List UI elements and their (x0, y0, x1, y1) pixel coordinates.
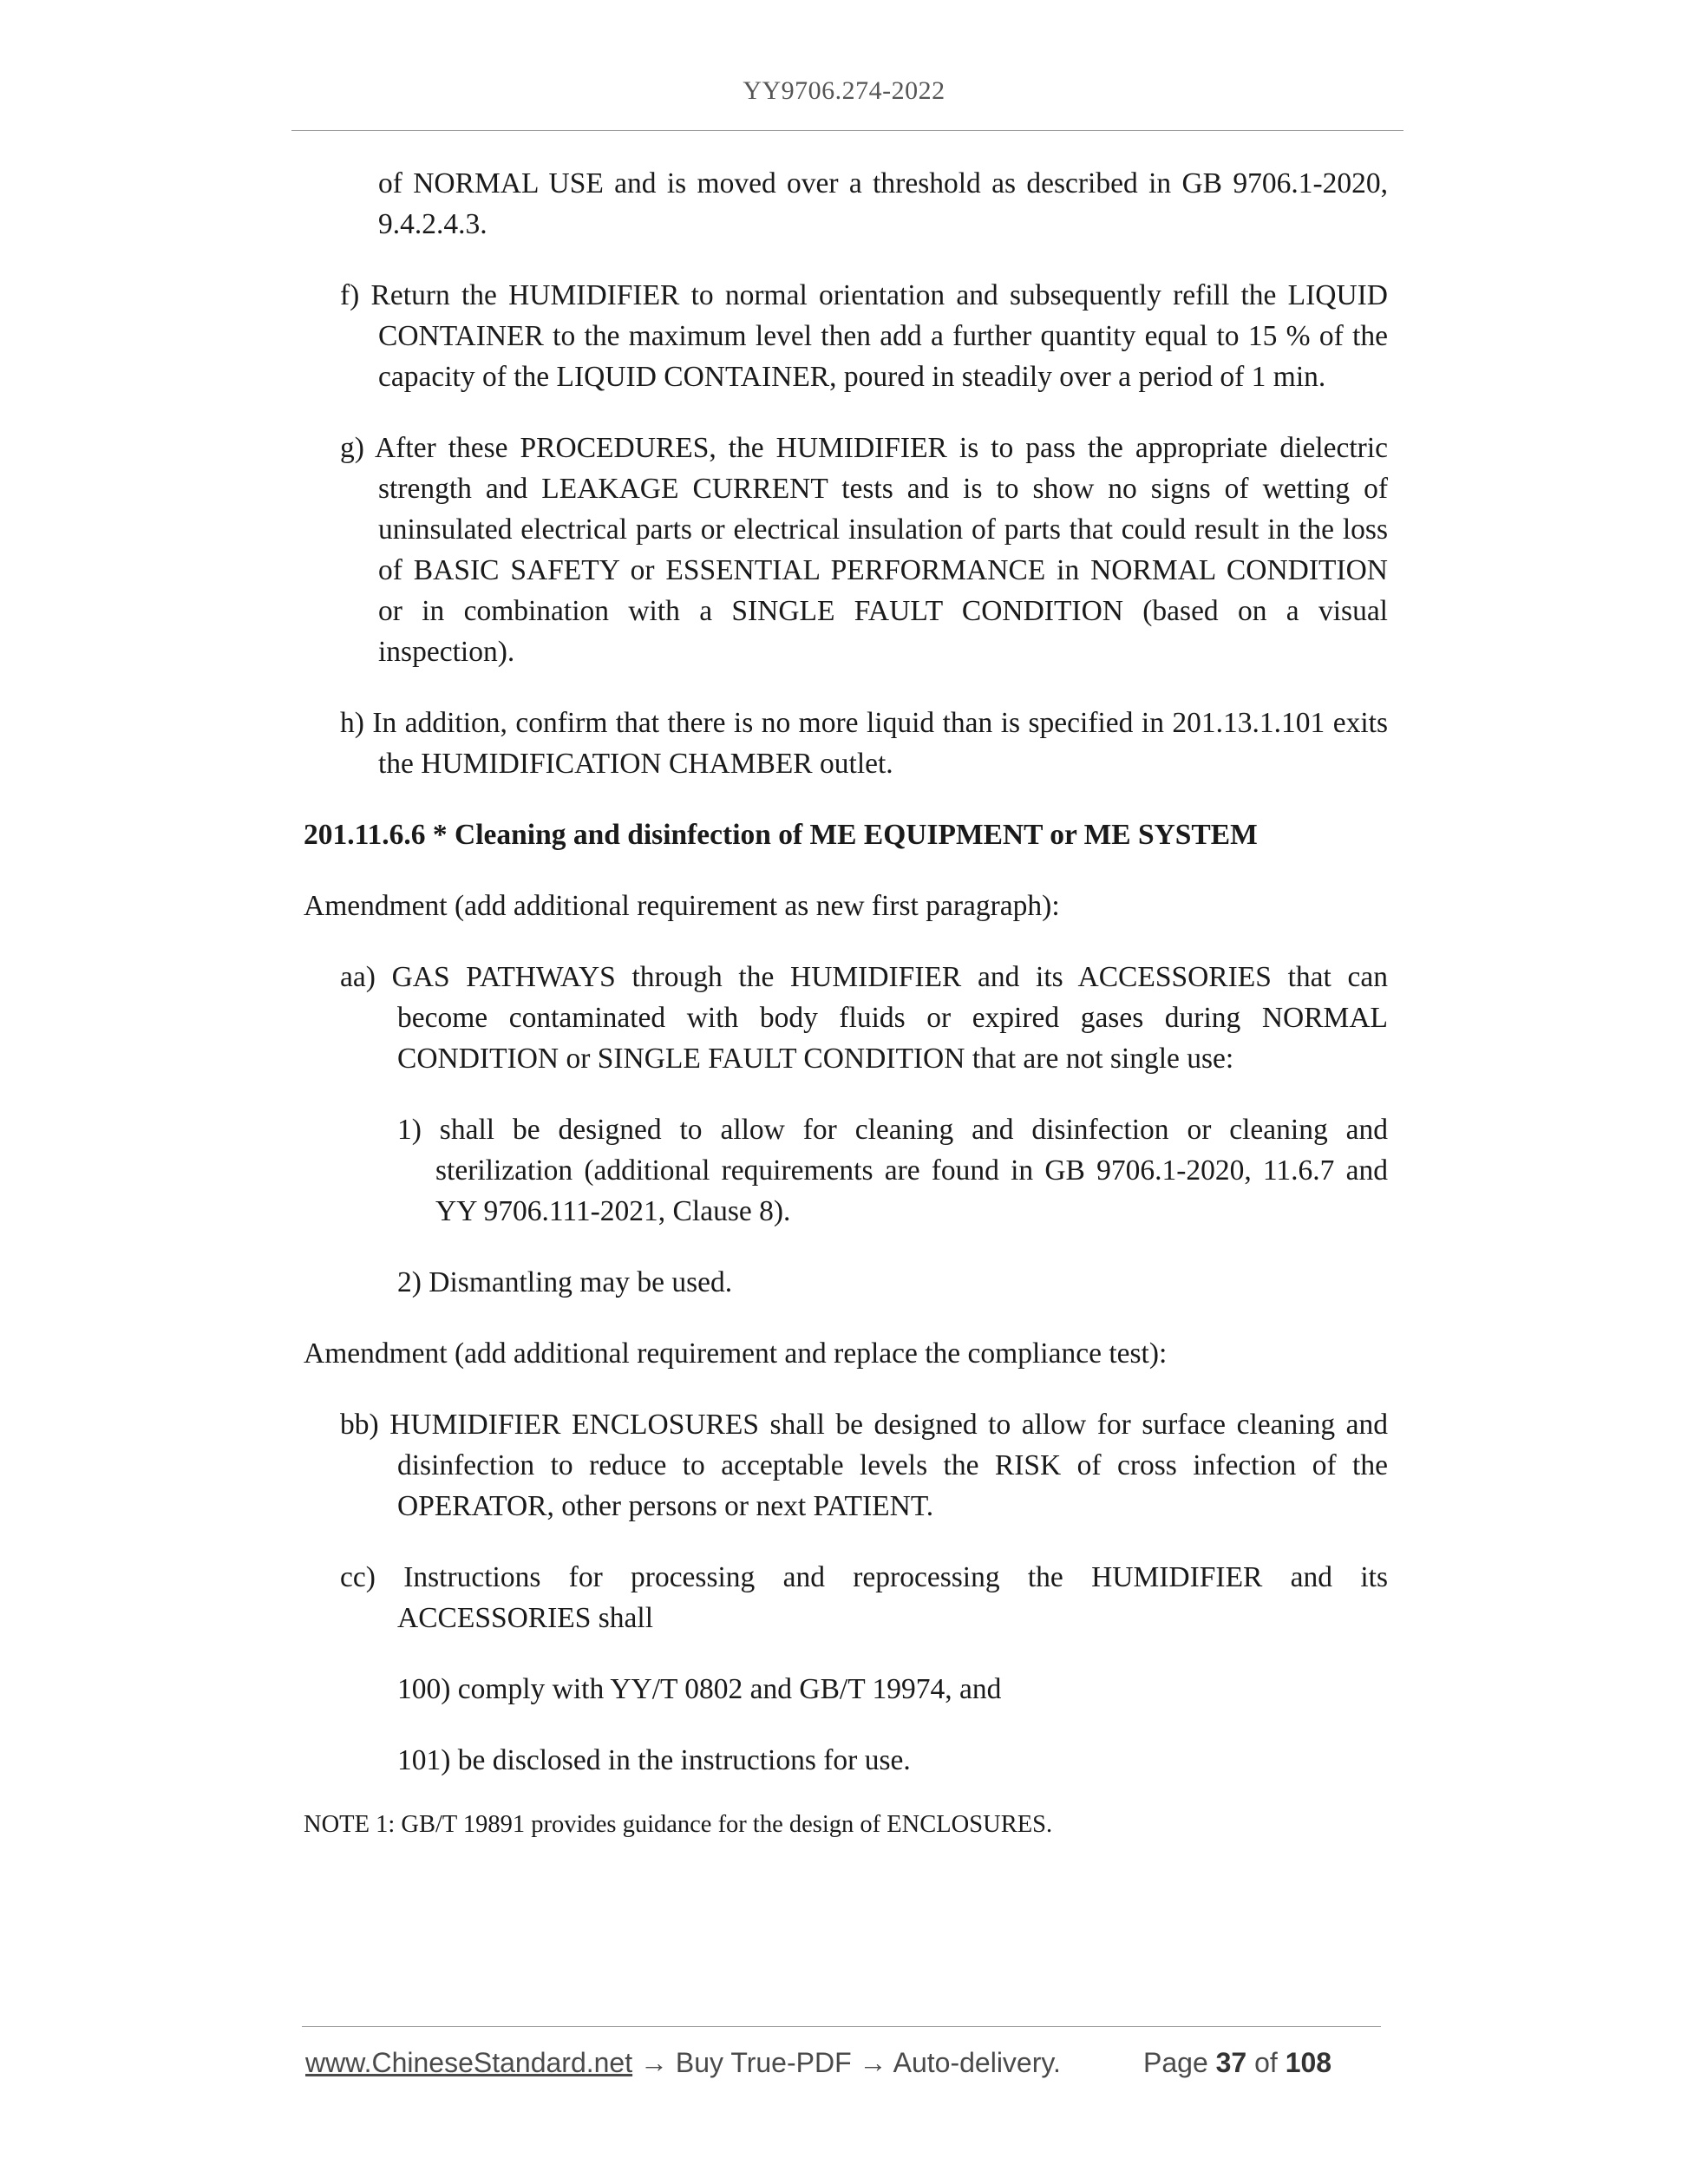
note-1: NOTE 1: GB/T 19891 provides guidance for the design of ENCLOSURES. (304, 1811, 1053, 1838)
header-divider (291, 130, 1403, 131)
item-aa-2: 2) Dismantling may be used. (397, 1266, 733, 1298)
promo-text: → Buy True-PDF → Auto-delivery. (632, 2047, 1061, 2078)
item-g: g) After these PROCEDURES, the HUMIDIFIER is to pass the appropriate dielectric strength and LEAKAGE CURRENT tests and is to show no signs of wetting of uninsulated electrical parts or electrical insulation of parts that could result in the loss of BASIC SAFETY or ESSENTIAL PERFORMANCE in NORMAL CONDITION or in combination with a SINGLE FAULT CONDITION (based on a visual inspection). (340, 432, 1388, 668)
item-bb: bb) HUMIDIFIER ENCLOSURES shall be designed to allow for surface cleaning and disinfection to reduce to acceptable levels the RISK of cross infection of the OPERATOR, other persons or next PATIENT. (340, 1409, 1388, 1522)
item-h: h) In addition, confirm that there is no more liquid than is specified in 201.13.1.101 exits the HUMIDIFICATION CHAMBER outlet. (340, 707, 1388, 780)
item-f: f) Return the HUMIDIFIER to normal orientation and subsequently refill the LIQUID CONTAINER to the maximum level then add a further quantity equal to 15 % of the capacity of the LIQUID CONTAINER, poured in steadily over a period of 1 min. (340, 279, 1388, 393)
amendment-note-1: Amendment (add additional requirement as new first paragraph): (304, 890, 1060, 922)
document-id-header: YY9706.274-2022 (743, 76, 945, 105)
item-e-continuation: of NORMAL USE and is moved over a threshold as described in GB 9706.1-2020, 9.4.2.4.3. (378, 167, 1388, 240)
total-pages: 108 (1285, 2047, 1332, 2078)
item-cc-100: 100) comply with YY/T 0802 and GB/T 19974, and (397, 1673, 1002, 1705)
website-link[interactable]: www.ChineseStandard.net (305, 2047, 633, 2078)
page-number: 37 (1215, 2047, 1247, 2078)
footer-divider (302, 2026, 1381, 2027)
item-cc-101: 101) be disclosed in the instructions for use. (397, 1744, 911, 1776)
page-label: Page (1143, 2047, 1208, 2078)
page-indicator (1143, 2047, 1331, 2079)
amendment-note-2: Amendment (add additional requirement and replace the compliance test): (304, 1337, 1168, 1370)
page-content (304, 163, 1388, 1842)
item-aa: aa) GAS PATHWAYS through the HUMIDIFIER and its ACCESSORIES that can become contaminated with body fluids or expired gases during NORMAL CONDITION or SINGLE FAULT CONDITION that are not single use: (340, 961, 1388, 1075)
of-label: of (1254, 2047, 1278, 2078)
item-aa-1: 1) shall be designed to allow for cleaning and disinfection or cleaning and sterilization (additional requirements are found in GB 9706.1-2020, 11.6.7 and YY 9706.111-2021, Clause 8). (397, 1114, 1388, 1227)
section-heading: 201.11.6.6 * Cleaning and disinfection of ME EQUIPMENT or ME SYSTEM (304, 819, 1258, 851)
item-cc: cc) Instructions for processing and reprocessing the HUMIDIFIER and its ACCESSORIES shall (340, 1561, 1388, 1634)
page-footer (305, 2047, 1390, 2079)
